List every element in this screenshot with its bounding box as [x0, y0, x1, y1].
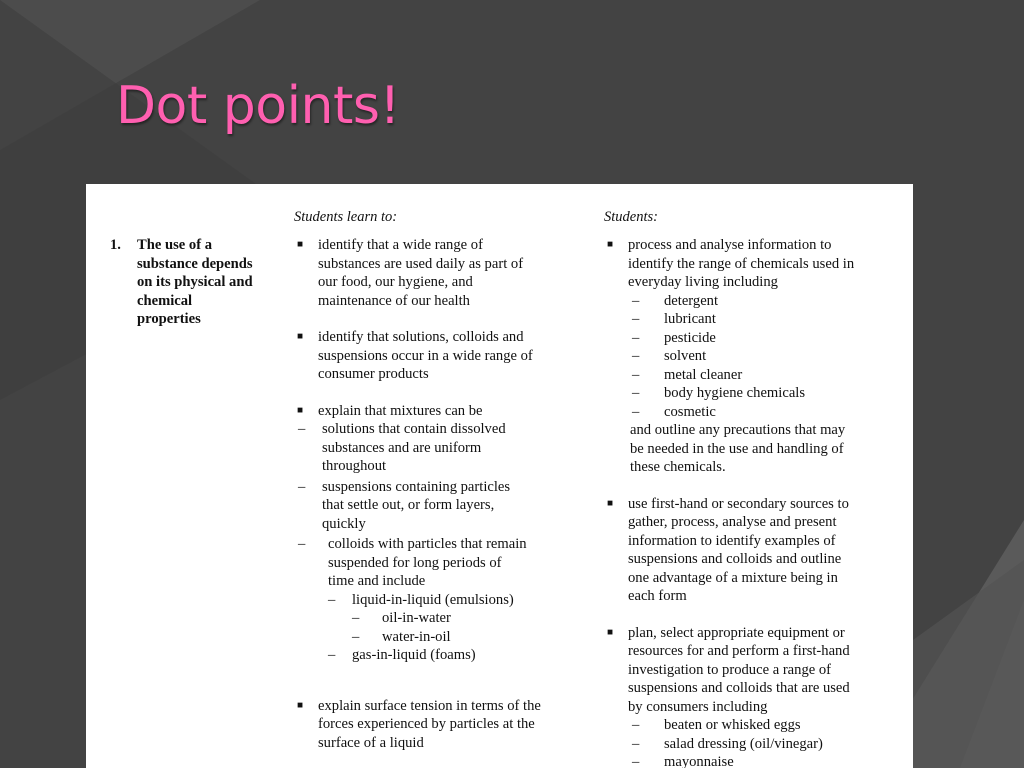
dash-icon: – — [298, 421, 306, 437]
colloid-type: – gas-in-liquid (foams) — [328, 647, 476, 663]
dash-icon: – — [298, 478, 306, 495]
consumer-item: – beaten or whisked eggs — [632, 717, 801, 733]
chemical-item: – body hygiene chemicals — [632, 385, 806, 401]
dash-icon: – — [632, 292, 640, 309]
chemical-item: – lubricant — [632, 311, 716, 327]
learn-point: ■ identify that a wide range of substances are used daily as part of our food, our hygiene, and maintenance of our health — [294, 236, 594, 310]
bullet-icon: ■ — [607, 626, 614, 638]
chemical-item: – solvent — [632, 348, 707, 364]
slide-title: Dot points! — [116, 76, 400, 136]
dash-icon: – — [632, 735, 640, 752]
students-point: ■ process and analyse information to identify the range of chemicals used in everyday living including — [604, 236, 904, 292]
dash-icon: – — [328, 591, 336, 608]
sub-point: – solutions that contain dissolved substances and are uniform throughout — [298, 421, 506, 474]
dash-icon: – — [632, 717, 640, 733]
dash-icon: – — [632, 329, 640, 346]
learn-point: ■ explain surface tension in terms of the forces experienced by particles at the surface of a liquid — [294, 697, 594, 753]
students-heading: Students: — [604, 209, 658, 225]
students-point: ■ use first-hand or secondary sources to gather, process, analyse and present information to identify examples of suspensions and colloids and outline one advantage of a mixture being in each form — [604, 495, 904, 606]
chemical-item: – detergent — [632, 292, 719, 309]
students-learn-heading: Students learn to: — [294, 209, 398, 225]
consumer-item: – mayonnaise — [632, 753, 904, 768]
bullet-icon: ■ — [607, 239, 614, 250]
dash-icon: – — [632, 366, 640, 383]
dash-icon: – — [632, 754, 640, 768]
dash-icon: – — [632, 403, 640, 420]
students-column — [604, 236, 904, 768]
dash-icon: – — [328, 647, 336, 663]
dash-icon: – — [632, 385, 640, 401]
learn-point: ■ identify that solutions, colloids and suspensions occur in a wide range of consumer products — [294, 328, 594, 384]
sub-point: – colloids with particles that remain suspended for long periods of time and include — [298, 536, 527, 589]
bullet-icon: ■ — [297, 331, 304, 342]
bullet-icon: ■ — [607, 497, 614, 509]
colloid-type: – liquid-in-liquid (emulsions) — [328, 591, 514, 608]
students-point: ■ plan, select appropriate equipment or resources for and perform a first-hand investigation to produce a range of suspensions and colloids that are used by consumers including — [604, 624, 904, 717]
chemical-item: – cosmetic — [632, 403, 716, 420]
syllabus-document — [86, 184, 913, 768]
sub-point: – suspensions containing particles that settle out, or form layers, quickly — [298, 478, 511, 532]
dash-icon: – — [632, 348, 640, 364]
chemical-item: – pesticide — [632, 329, 716, 346]
chemical-item: – metal cleaner — [632, 366, 743, 383]
row-heading: The use of a substance depends on its physical and chemical properties — [137, 237, 253, 327]
dash-icon: – — [298, 536, 306, 552]
bullet-icon: ■ — [297, 699, 304, 711]
learn-column — [294, 236, 594, 768]
learn-point: ■ explain that mixtures can be — [294, 402, 594, 421]
dash-icon: – — [352, 628, 360, 645]
bullet-icon: ■ — [297, 239, 304, 250]
consumer-item: – salad dressing (oil/vinegar) — [632, 735, 823, 752]
dash-icon: – — [632, 311, 640, 327]
emulsion-type: – water-in-oil — [352, 628, 451, 645]
row-number: 1. — [110, 237, 121, 253]
bullet-icon: ■ — [297, 404, 304, 416]
topic-column — [110, 236, 280, 329]
dash-icon: – — [352, 610, 360, 626]
precautions-text: and outline any precautions that may be needed in the use and handling of these chemicals. — [630, 422, 846, 475]
emulsion-type: – oil-in-water — [352, 610, 451, 626]
